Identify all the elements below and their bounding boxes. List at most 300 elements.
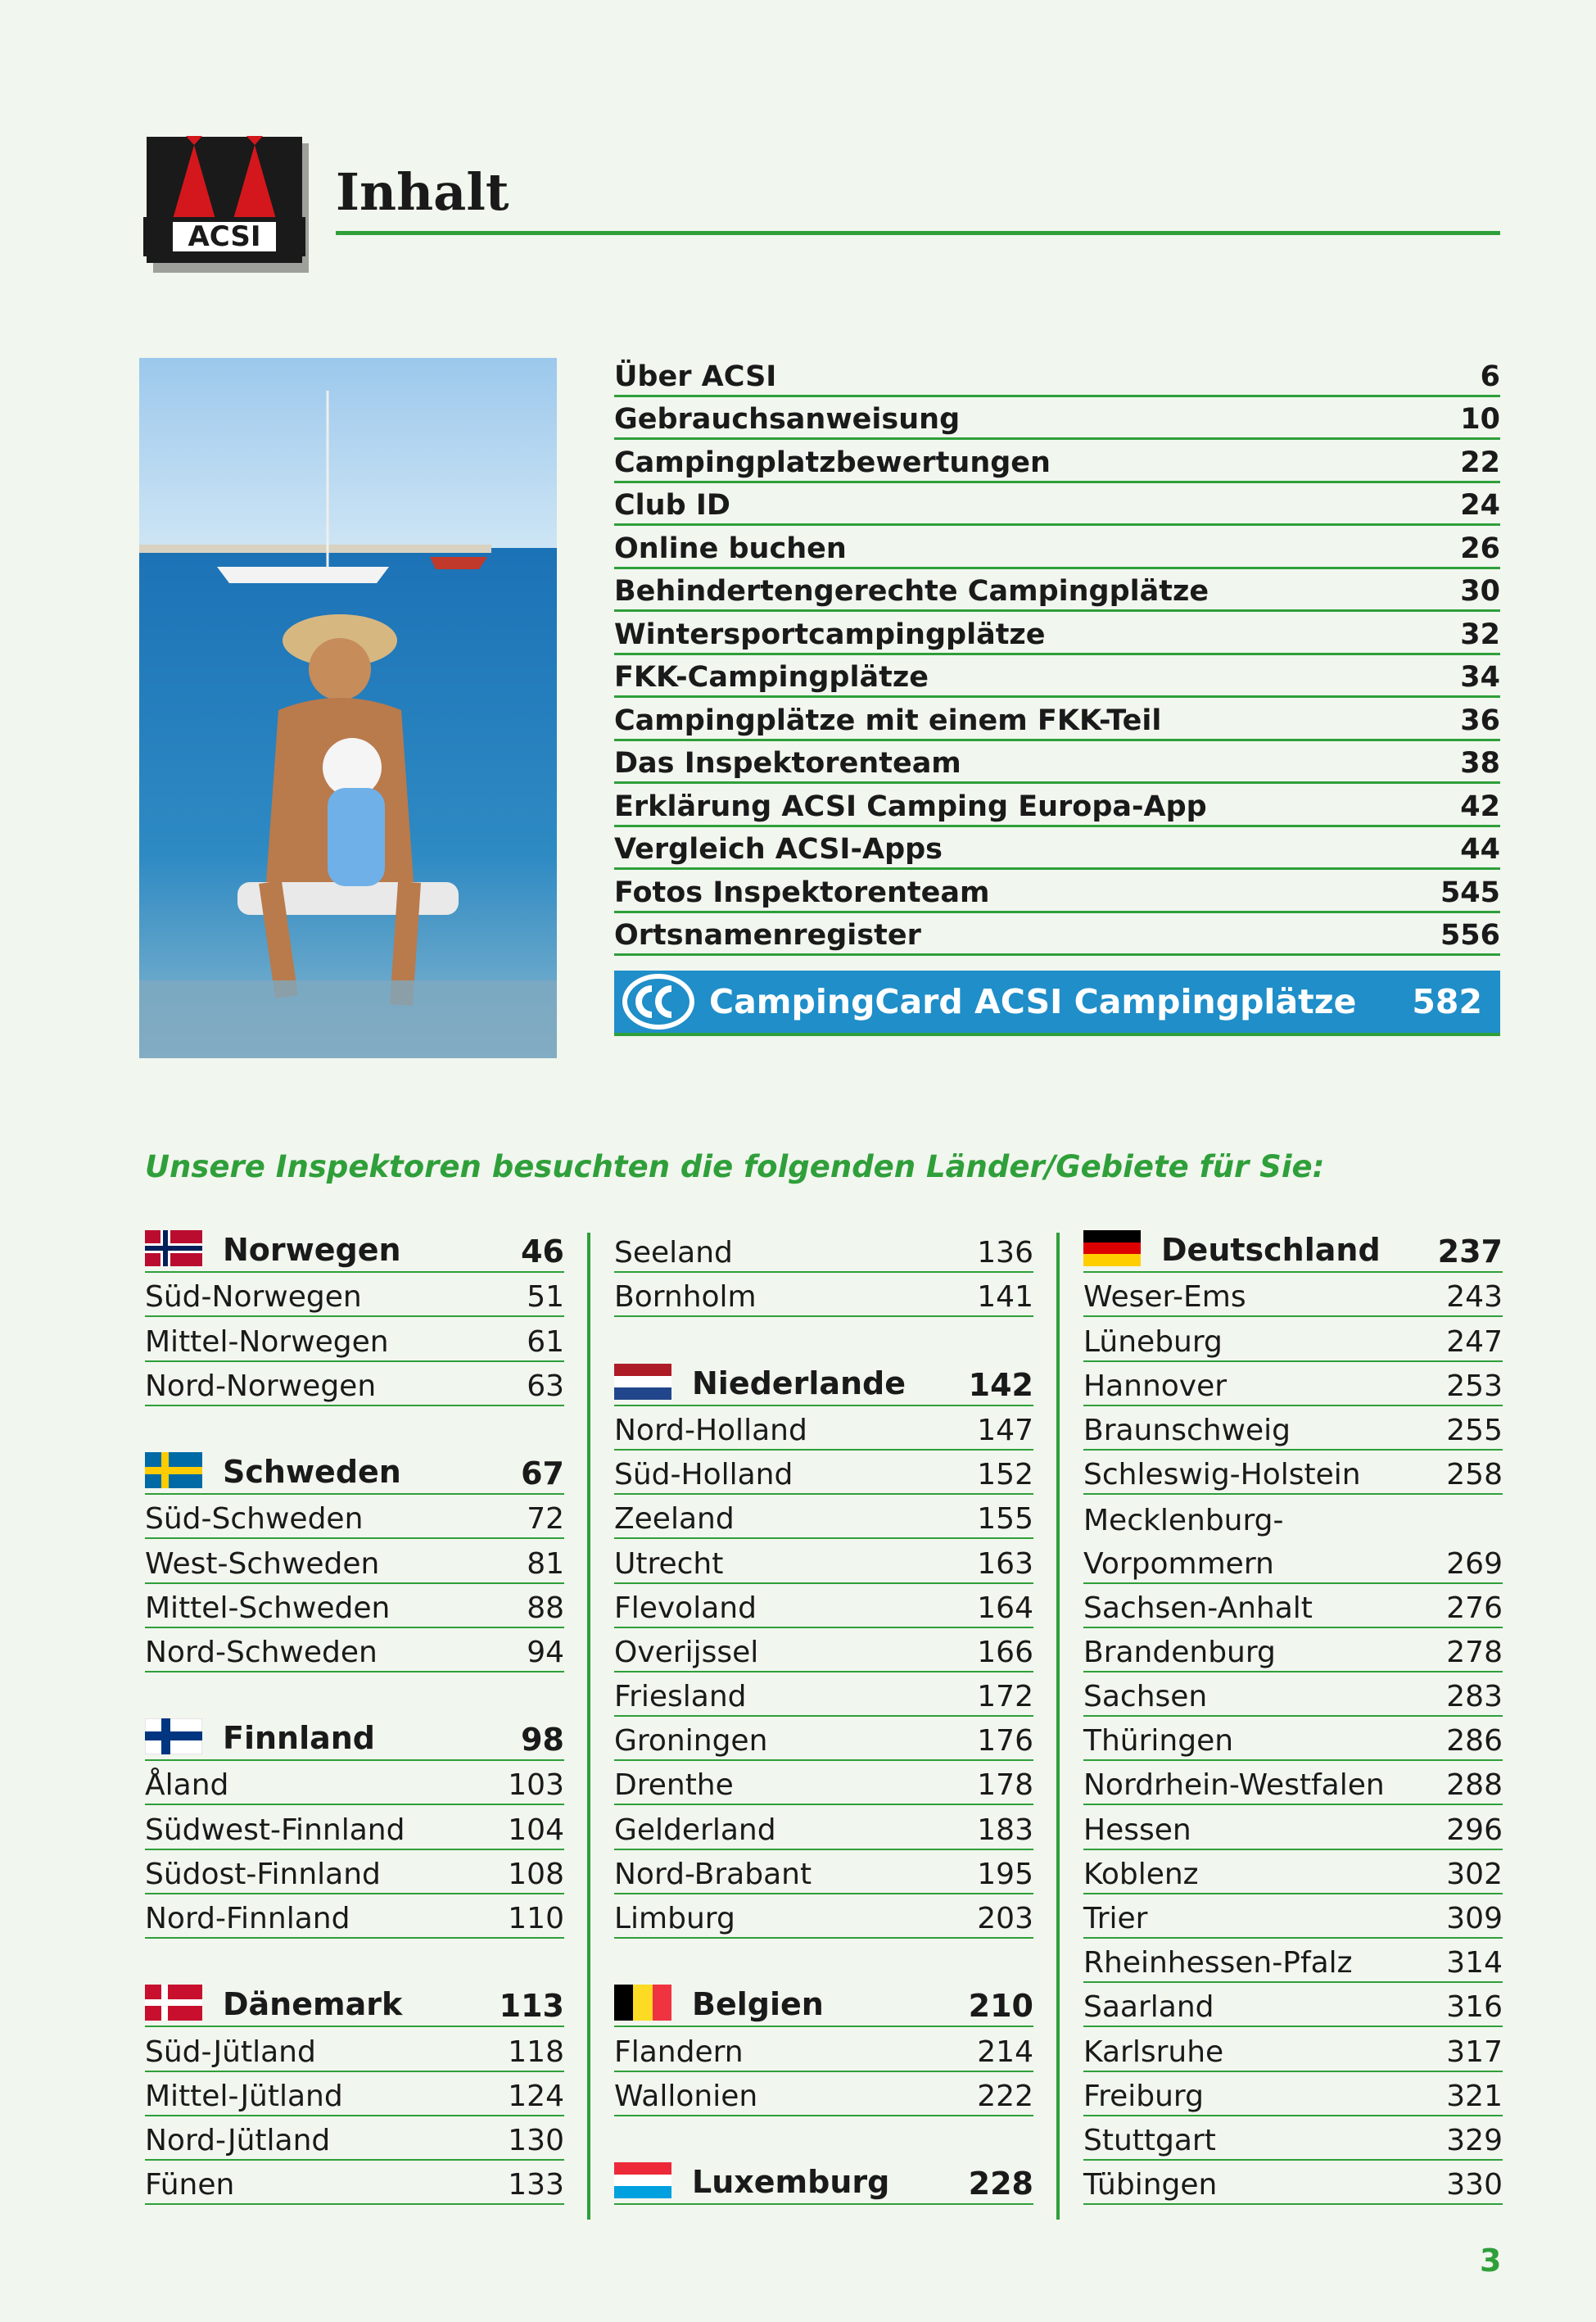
entry-label: Gelderland [614, 1813, 776, 1847]
entry-name-group [1083, 2080, 1204, 2113]
toc-entry[interactable] [614, 354, 1500, 397]
region-entry[interactable] [1083, 1672, 1503, 1717]
entry-name-group [1083, 1458, 1361, 1491]
toc-label: FKK-Campingplätze [614, 661, 929, 694]
toc-label: Club ID [614, 489, 730, 522]
entry-label: Süd-Holland [614, 1458, 793, 1492]
region-entry[interactable] [1083, 1584, 1503, 1628]
entry-name-group [614, 1414, 807, 1447]
entry-label: Koblenz [1083, 1857, 1199, 1891]
toc-entry[interactable] [614, 612, 1500, 655]
entry-name-group [145, 1502, 363, 1536]
entry-name-group [1083, 2124, 1216, 2157]
region-entry[interactable] [1083, 2027, 1503, 2071]
entry-label: Luxemburg [692, 2164, 890, 2201]
spacer [145, 1406, 564, 1451]
entry-label: Stuttgart [1083, 2123, 1216, 2157]
entry-name-group [145, 2035, 316, 2069]
entry-label: Süd-Schweden [145, 1502, 364, 1537]
entry-page: 166 [977, 1635, 1033, 1669]
region-entry[interactable] [145, 1761, 564, 1805]
campingcard-icon [621, 972, 696, 1031]
region-entry[interactable] [614, 1672, 1033, 1717]
entry-label: Flevoland [614, 1591, 757, 1625]
entry-label: Rheinhessen-Pfalz [1083, 1946, 1353, 1980]
entry-page: 330 [1446, 2168, 1503, 2202]
region-entry[interactable] [1083, 1850, 1503, 1894]
entry-name-group [145, 2080, 343, 2113]
entry-page: 63 [527, 1369, 564, 1403]
entry-name-group [1083, 1680, 1207, 1713]
region-entry[interactable] [145, 1317, 564, 1361]
entry-label: Mecklenburg- [1083, 1504, 1284, 1538]
entry-name-group [614, 1680, 747, 1713]
entry-label: Wallonien [614, 2079, 758, 2113]
entry-label: Mittel-Jütland [145, 2079, 343, 2113]
region-entry[interactable] [145, 1539, 564, 1583]
toc-page: 38 [1460, 747, 1500, 780]
entry-page: 278 [1446, 1635, 1503, 1669]
cc-label: CampingCard ACSI Campingplätze [709, 982, 1357, 1021]
column-divider [1056, 1233, 1060, 2220]
region-entry[interactable] [145, 2027, 564, 2071]
entry-name-group [1083, 1547, 1274, 1581]
entry-label: West-Schweden [145, 1546, 380, 1581]
entry-label: Norwegen [223, 1232, 401, 1269]
entry-name-group [145, 1230, 401, 1270]
region-entry[interactable] [145, 1628, 564, 1672]
toc-page: 24 [1460, 489, 1500, 522]
toc-label: Campingplatzbewertungen [614, 446, 1051, 479]
entry-name-group [614, 1724, 767, 1758]
entry-page: 183 [977, 1813, 1033, 1847]
entry-page: 163 [977, 1546, 1033, 1581]
country-entry[interactable] [1083, 1229, 1503, 1273]
region-entry[interactable] [1083, 1894, 1503, 1939]
entry-label: Sachsen-Anhalt [1083, 1591, 1313, 1625]
entry-label: Südwest-Finnland [145, 1813, 405, 1847]
entry-page: 253 [1446, 1369, 1503, 1403]
entry-page: 104 [508, 1813, 564, 1847]
entry-name-group [1083, 1280, 1246, 1314]
entry-page: 133 [508, 2168, 564, 2202]
toc-page: 545 [1440, 876, 1500, 909]
entry-label: Mittel-Norwegen [145, 1324, 389, 1359]
region-entry[interactable] [1083, 1406, 1503, 1451]
spacer [614, 1317, 1033, 1361]
entry-name-group [1083, 1990, 1214, 2024]
entry-page: 164 [977, 1591, 1033, 1625]
entry-name-group [1083, 1591, 1313, 1625]
entry-name-group [614, 2162, 889, 2202]
entry-label: Sachsen [1083, 1680, 1208, 1714]
entry-page: 222 [977, 2079, 1033, 2113]
country-entry[interactable] [614, 1983, 1033, 2027]
entry-name-group [145, 1902, 350, 1935]
entry-page: 108 [508, 1857, 564, 1891]
toc-page: 36 [1460, 704, 1500, 737]
spacer [145, 1939, 564, 1983]
country-column-1 [145, 1229, 564, 2205]
entry-label: Hessen [1083, 1813, 1191, 1847]
country-entry[interactable] [145, 1983, 564, 2027]
entry-page: 269 [1446, 1546, 1503, 1581]
entry-page: 152 [977, 1458, 1033, 1492]
country-entry[interactable] [145, 1229, 564, 1273]
cc-page: 582 [1412, 982, 1482, 1021]
country-column-3 [1083, 1229, 1503, 2205]
entry-label: Weser-Ems [1083, 1280, 1246, 1315]
toc-label: Das Inspektorenteam [614, 747, 961, 780]
entry-label: Nord-Brabant [614, 1857, 812, 1891]
entry-page: 288 [1446, 1768, 1503, 1803]
entry-page: 88 [527, 1591, 564, 1625]
entry-page: 237 [1437, 1233, 1503, 1270]
entry-page: 46 [521, 1233, 564, 1270]
entry-name-group [145, 1369, 376, 1403]
entry-page: 98 [521, 1722, 564, 1758]
entry-page: 130 [508, 2123, 564, 2157]
entry-page: 228 [968, 2166, 1033, 2202]
entry-page: 302 [1446, 1857, 1503, 1891]
toc-entry[interactable] [614, 483, 1500, 527]
entry-page: 110 [508, 1902, 564, 1935]
toc-label: Ortsnamenregister [614, 919, 921, 952]
entry-label: Drenthe [614, 1768, 734, 1803]
entry-name-group [614, 1280, 757, 1314]
entry-page: 317 [1446, 2035, 1503, 2069]
entry-label: Schweden [223, 1454, 401, 1491]
sweden-flag-icon [145, 1452, 202, 1488]
region-entry[interactable] [145, 1850, 564, 1894]
toc-entry[interactable] [614, 827, 1500, 871]
entry-label: Freiburg [1083, 2079, 1204, 2113]
entry-page: 113 [499, 1988, 564, 2025]
norway-flag-icon [145, 1230, 202, 1266]
entry-label: Seeland [614, 1236, 733, 1270]
entry-name-group [614, 1236, 733, 1270]
entry-page: 147 [977, 1413, 1033, 1447]
toc-label: Vergleich ACSI-Apps [614, 833, 943, 866]
entry-page: 51 [527, 1280, 564, 1315]
entry-name-group [614, 1858, 812, 1891]
entry-name-group [1083, 2035, 1223, 2069]
region-entry[interactable] [1083, 2072, 1503, 2116]
region-entry[interactable] [145, 2161, 564, 2205]
entry-page: 141 [977, 1280, 1033, 1315]
belgium-flag-icon [614, 1985, 671, 2021]
region-entry[interactable] [1083, 1717, 1503, 1761]
region-entry[interactable] [614, 1451, 1033, 1495]
entry-label: Dänemark [223, 1986, 403, 2023]
entry-label: Nord-Jütland [145, 2123, 331, 2157]
page-title: Inhalt [336, 162, 509, 222]
region-entry[interactable] [145, 1273, 564, 1317]
germany-flag-icon [1083, 1230, 1141, 1266]
entry-page: 321 [1446, 2079, 1503, 2113]
entry-label: Nord-Holland [614, 1413, 807, 1447]
region-entry[interactable] [614, 1229, 1033, 1273]
region-entry[interactable] [145, 1894, 564, 1939]
entry-label: Nord-Finnland [145, 1902, 350, 1935]
entry-label: Friesland [614, 1680, 747, 1714]
entry-page: 329 [1446, 2123, 1503, 2157]
region-entry[interactable] [614, 1584, 1033, 1628]
entry-page: 283 [1446, 1680, 1503, 1714]
entry-name-group [1083, 1858, 1199, 1891]
entry-label: Nord-Norwegen [145, 1369, 377, 1403]
entry-name-group [614, 1458, 793, 1491]
country-entry[interactable] [614, 2161, 1033, 2205]
entry-name-group [145, 1325, 389, 1359]
entry-name-group [145, 1718, 375, 1758]
entry-name-group [1083, 1325, 1223, 1359]
toc-label: Gebrauchsanweisung [614, 403, 961, 436]
entry-name-group [1083, 2168, 1217, 2202]
region-entry[interactable] [1083, 1628, 1503, 1672]
denmark-flag-icon [145, 1985, 202, 2021]
entry-page: 316 [1446, 1990, 1503, 2025]
entry-page: 210 [968, 1988, 1033, 2025]
entry-name-group [614, 1636, 758, 1669]
region-entry[interactable] [1083, 1317, 1503, 1361]
toc-label: Online buchen [614, 532, 847, 565]
entry-label: Trier [1083, 1902, 1148, 1935]
toc-entry[interactable] [614, 526, 1500, 569]
netherlands-flag-icon [614, 1364, 671, 1400]
toc-entry[interactable] [614, 655, 1500, 699]
toc-entry[interactable] [614, 784, 1500, 827]
region-entry[interactable] [1083, 1939, 1503, 1983]
toc-page: 22 [1460, 446, 1500, 479]
region-entry[interactable] [145, 1495, 564, 1539]
entry-page: 172 [977, 1680, 1033, 1714]
entry-name-group [1083, 1768, 1385, 1802]
entry-label: Lüneburg [1083, 1324, 1223, 1359]
region-entry[interactable] [1083, 1495, 1503, 1539]
region-entry[interactable] [145, 1805, 564, 1849]
entry-name-group [145, 1636, 378, 1669]
entry-page: 247 [1446, 1324, 1503, 1359]
region-entry[interactable] [614, 1805, 1033, 1849]
entry-name-group [614, 1902, 735, 1935]
region-entry[interactable] [614, 1539, 1033, 1583]
entry-page: 195 [977, 1857, 1033, 1891]
acsi-logo [143, 134, 315, 273]
entry-name-group [145, 1985, 402, 2024]
svg-text:ACSI: ACSI [188, 220, 261, 253]
entry-name-group [145, 1813, 405, 1847]
region-entry[interactable] [1083, 2116, 1503, 2161]
entry-label: Schleswig-Holstein [1083, 1458, 1361, 1492]
spacer [145, 1672, 564, 1717]
toc-entry[interactable] [614, 440, 1500, 483]
toc-page: 42 [1460, 790, 1500, 823]
page-number: 3 [1480, 2243, 1502, 2279]
entry-label: Niederlande [692, 1365, 907, 1401]
toc-page: 32 [1460, 618, 1500, 651]
entry-page: 309 [1446, 1902, 1503, 1935]
entry-label: Tübingen [1083, 2168, 1218, 2202]
region-entry[interactable] [614, 1717, 1033, 1761]
toc-entry[interactable] [614, 741, 1500, 785]
region-entry[interactable] [1083, 1539, 1503, 1583]
toc-page: 30 [1460, 575, 1500, 608]
entry-name-group [145, 2124, 330, 2157]
entry-page: 67 [521, 1455, 564, 1492]
toc-entry-campingcard[interactable] [614, 971, 1500, 1036]
entry-name-group [1083, 1946, 1353, 1980]
entry-label: Nord-Schweden [145, 1635, 378, 1669]
toc-entry[interactable] [614, 397, 1500, 441]
region-entry[interactable] [145, 2072, 564, 2116]
entry-name-group [145, 2168, 234, 2202]
entry-page: 118 [508, 2035, 564, 2069]
entry-name-group [145, 1858, 381, 1891]
country-column-2 [614, 1229, 1033, 2205]
entry-label: Fünen [145, 2168, 235, 2202]
entry-page: 178 [977, 1768, 1033, 1803]
entry-name-group [614, 1813, 776, 1847]
region-entry[interactable] [614, 1273, 1033, 1317]
entry-name-group [1083, 1636, 1276, 1669]
region-entry[interactable] [145, 1362, 564, 1406]
entry-label: Mittel-Schweden [145, 1591, 391, 1625]
entry-name-group [614, 1547, 723, 1581]
entry-label: Hannover [1083, 1369, 1228, 1403]
entry-name-group [1083, 1813, 1191, 1847]
region-entry[interactable] [1083, 1451, 1503, 1495]
toc-label: Campingplätze mit einem FKK-Teil [614, 704, 1162, 737]
entry-label: Bornholm [614, 1280, 757, 1315]
toc-entry[interactable] [614, 870, 1500, 913]
entry-page: 243 [1446, 1280, 1503, 1315]
entry-page: 103 [508, 1768, 564, 1803]
region-entry[interactable] [614, 1495, 1033, 1539]
toc-page: 34 [1460, 661, 1500, 694]
toc-entry[interactable] [614, 569, 1500, 613]
region-entry[interactable] [614, 1850, 1033, 1894]
country-entry[interactable] [614, 1362, 1033, 1406]
entry-page: 214 [977, 2035, 1033, 2069]
region-entry[interactable] [614, 2072, 1033, 2116]
entry-label: Limburg [614, 1902, 735, 1935]
entry-label: Zeeland [614, 1502, 735, 1537]
toc-page: 10 [1460, 403, 1500, 436]
toc-label: Wintersportcampingplätze [614, 618, 1046, 651]
entry-page: 61 [527, 1324, 564, 1359]
region-entry[interactable] [1083, 1362, 1503, 1406]
entry-label: Overijssel [614, 1635, 759, 1669]
entry-name-group [145, 1768, 228, 1802]
entry-page: 203 [977, 1902, 1033, 1935]
region-entry[interactable] [614, 1628, 1033, 1672]
entry-label: Deutschland [1161, 1232, 1381, 1269]
entry-name-group [614, 1768, 734, 1802]
toc-entry[interactable] [614, 698, 1500, 741]
finland-flag-icon [145, 1718, 202, 1754]
region-entry[interactable] [1083, 1983, 1503, 2027]
entry-name-group [145, 1280, 362, 1314]
entry-page: 255 [1446, 1413, 1503, 1447]
entry-page: 286 [1446, 1724, 1503, 1758]
entry-name-group [614, 2035, 744, 2069]
entry-name-group [1083, 1230, 1381, 1270]
region-entry[interactable] [614, 1894, 1033, 1939]
entry-label: Karlsruhe [1083, 2035, 1224, 2069]
section-subtitle: Unsere Inspektoren besuchten die folgenden Länder/Gebiete für Sie: [145, 1149, 1325, 1184]
entry-label: Groningen [614, 1724, 768, 1758]
region-entry[interactable] [1083, 2161, 1503, 2205]
country-entry[interactable] [145, 1451, 564, 1495]
entry-label: Nordrhein-Westfalen [1083, 1768, 1385, 1803]
photo-beach [139, 358, 557, 1058]
region-entry[interactable] [614, 2027, 1033, 2071]
table-of-contents [614, 354, 1500, 1036]
entry-label: Åland [145, 1768, 229, 1803]
region-entry[interactable] [614, 1761, 1033, 1805]
toc-label: Über ACSI [614, 360, 777, 393]
toc-label: Fotos Inspektorenteam [614, 876, 990, 909]
entry-label: Süd-Norwegen [145, 1280, 362, 1315]
entry-label: Belgien [692, 1986, 824, 2023]
entry-label: Süd-Jütland [145, 2035, 316, 2069]
toc-page: 26 [1460, 532, 1500, 565]
spacer [614, 2116, 1033, 2161]
entry-name-group [145, 1591, 390, 1625]
entry-page: 155 [977, 1502, 1033, 1537]
entry-label: Braunschweig [1083, 1413, 1291, 1447]
toc-page: 556 [1440, 919, 1500, 952]
entry-name-group [614, 1364, 906, 1403]
entry-label: Thüringen [1083, 1724, 1234, 1758]
region-entry[interactable] [614, 1406, 1033, 1451]
spacer [614, 1939, 1033, 1983]
entry-page: 176 [977, 1724, 1033, 1758]
region-entry[interactable] [1083, 1805, 1503, 1849]
entry-page: 72 [527, 1502, 564, 1537]
toc-page: 6 [1480, 360, 1500, 393]
region-entry[interactable] [145, 1584, 564, 1628]
region-entry[interactable] [145, 2116, 564, 2161]
region-entry[interactable] [1083, 1273, 1503, 1317]
title-divider [336, 231, 1500, 235]
entry-name-group [1083, 1504, 1284, 1537]
entry-page: 276 [1446, 1591, 1503, 1625]
entry-page: 136 [977, 1236, 1033, 1270]
column-divider [587, 1233, 590, 2220]
entry-name-group [145, 1452, 401, 1491]
country-entry[interactable] [145, 1717, 564, 1761]
entry-label: Flandern [614, 2035, 744, 2069]
entry-label: Finnland [223, 1720, 376, 1757]
entry-page: 81 [527, 1546, 564, 1581]
entry-name-group [1083, 1414, 1291, 1447]
entry-name-group [1083, 1724, 1233, 1758]
entry-page: 142 [968, 1366, 1033, 1403]
toc-entry[interactable] [614, 913, 1500, 957]
entry-name-group [614, 1985, 824, 2024]
region-entry[interactable] [1083, 1761, 1503, 1805]
entry-name-group [1083, 1369, 1227, 1403]
toc-page: 44 [1460, 833, 1500, 866]
entry-page: 296 [1446, 1813, 1503, 1847]
entry-name-group [614, 2080, 757, 2113]
luxembourg-flag-icon [614, 2162, 671, 2198]
entry-label: Vorpommern [1083, 1546, 1274, 1581]
entry-name-group [145, 1547, 379, 1581]
entry-page: 314 [1446, 1946, 1503, 1980]
